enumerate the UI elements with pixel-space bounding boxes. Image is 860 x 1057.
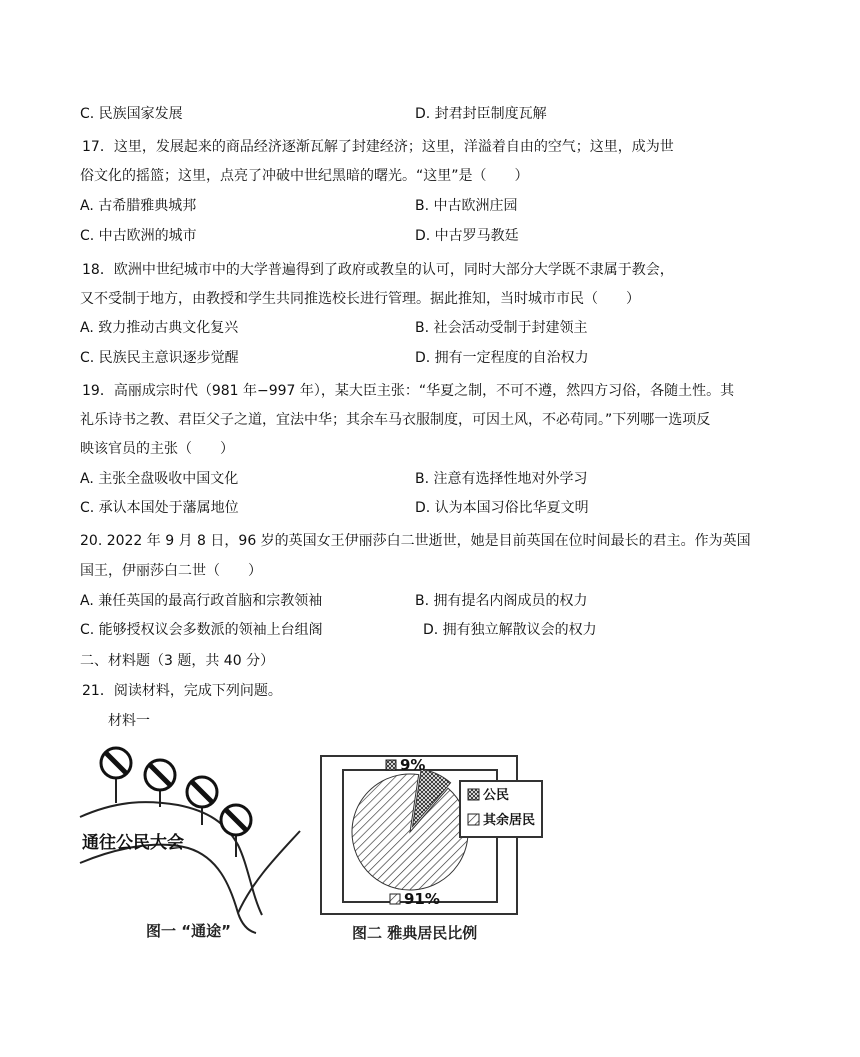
no-entry-sign-4 (221, 805, 251, 835)
material-1-label: 材料一 (108, 713, 150, 729)
legend-swatch-others (468, 814, 479, 825)
q20-option-c: C. 能够授权议会多数派的领袖上台组阁 (80, 622, 323, 638)
q18-option-a: A. 致力推动古典文化复兴 (80, 320, 239, 336)
q20-option-d: D. 拥有独立解散议会的权力 (423, 622, 597, 638)
q20-option-b: B. 拥有提名内阁成员的权力 (415, 593, 588, 609)
bottom-label-swatch (390, 894, 400, 904)
q19-option-d: D. 认为本国习俗比华夏文明 (415, 500, 589, 516)
figure-2-pie-chart (318, 752, 550, 944)
q19-option-b: B. 注意有选择性地对外学习 (415, 471, 588, 487)
no-entry-sign-2 (145, 760, 175, 790)
q17-option-c: C. 中古欧洲的城市 (80, 228, 197, 244)
q17-stem-line2: 俗文化的摇篮；这里，点亮了冲破中世纪黑暗的曙光。“这里”是（ ） (80, 168, 529, 184)
q18-option-d: D. 拥有一定程度的自治权力 (415, 350, 589, 366)
q18-option-c: C. 民族民主意识逐步觉醒 (80, 350, 239, 366)
q19-stem-line1: 19．高丽成宗时代（981 年−997 年），某大臣主张：“华夏之制，不可不遵，然四方习俗，各随土性。其 (82, 383, 735, 399)
q19-option-c: C. 承认本国处于藩属地位 (80, 500, 239, 516)
top-percent-label: 9% (400, 756, 426, 774)
section-2-title: 二、材料题（3 题，共 40 分） (80, 653, 275, 669)
q18-stem-line1: 18．欧洲中世纪城市中的大学普遍得到了政府或教皇的认可，同时大部分大学既不隶属于教会， (82, 262, 674, 278)
q19-option-a: A. 主张全盘吸收中国文化 (80, 471, 239, 487)
q17-option-b: B. 中古欧洲庄园 (415, 198, 518, 214)
q19-stem-line3: 映该官员的主张（ ） (80, 441, 234, 457)
q16-option-c: C. 民族国家发展 (80, 106, 183, 122)
road-label: 通往公民大会 (82, 833, 184, 853)
q17-option-d: D. 中古罗马教廷 (415, 228, 519, 244)
q20-stem-line2: 国王，伊丽莎白二世（ ） (80, 563, 262, 579)
top-label-swatch (386, 760, 396, 770)
q21-stem: 21．阅读材料，完成下列问题。 (82, 683, 282, 699)
legend-label-citizens: 公民 (483, 788, 510, 803)
pie-slice-others (352, 774, 468, 890)
q20-stem-line1: 20. 2022 年 9 月 8 日，96 岁的英国女王伊丽莎白二世逝世，她是目前英国在位时间最长的君主。作为英国 (80, 533, 751, 549)
no-entry-sign-1 (101, 748, 131, 778)
legend-swatch-citizens (468, 789, 479, 800)
no-entry-sign-3 (187, 777, 217, 807)
legend-label-others: 其余居民 (483, 813, 536, 828)
figure-1-caption: 图一 “通途” (146, 922, 231, 940)
q19-stem-line2: 礼乐诗书之教、君臣父子之道，宜法中华；其余车马衣服制度，可因土风，不必苟同。”下列哪一选项反 (80, 412, 711, 428)
q20-option-a: A. 兼任英国的最高行政首脑和宗教领袖 (80, 593, 323, 609)
q18-option-b: B. 社会活动受制于封建领主 (415, 320, 588, 336)
road-lower-edge (80, 845, 256, 933)
q18-stem-line2: 又不受制于地方，由教授和学生共同推选校长进行管理。据此推知，当时城市市民（ ） (80, 291, 640, 307)
q17-stem-line1: 17．这里，发展起来的商品经济逐渐瓦解了封建经济；这里，洋溢着自由的空气；这里，成为世 (82, 139, 674, 155)
q16-option-d: D. 封君封臣制度瓦解 (415, 106, 547, 122)
figure-2-caption: 图二 雅典居民比例 (352, 924, 478, 942)
q17-option-a: A. 古希腊雅典城邦 (80, 198, 197, 214)
bottom-percent-label: 91% (404, 890, 440, 908)
figure-1-road-cartoon (78, 745, 313, 945)
